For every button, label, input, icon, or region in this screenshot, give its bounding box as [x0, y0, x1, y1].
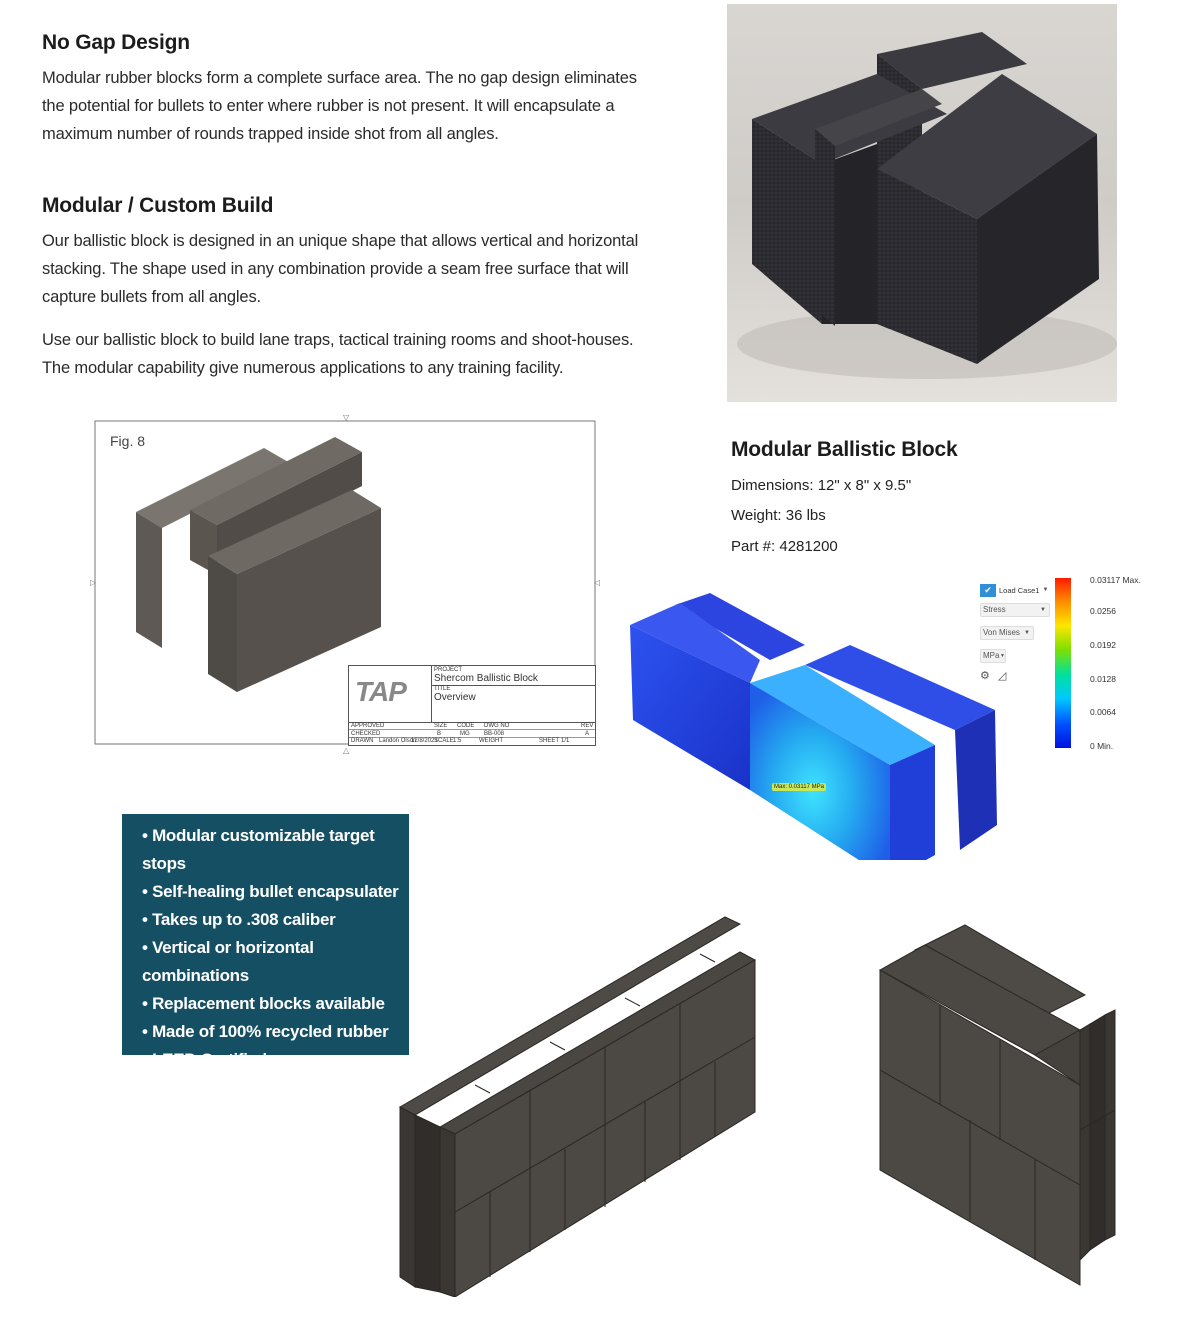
criterion-value: Von Mises	[983, 628, 1020, 637]
rev-label: REV	[581, 723, 594, 729]
features-box	[122, 814, 409, 1097]
scale-value: 1:5	[453, 738, 462, 744]
product-part-number: Part #: 4281200	[731, 538, 838, 555]
product-dimensions: Dimensions: 12" x 8" x 9.5"	[731, 477, 912, 494]
modular-body-1: Our ballistic block is designed in an unique shape that allows vertical and horizontal stacking. The shape used in any combination provide a seam free surface that will capture bullets from all angles.	[42, 232, 639, 306]
chevron-down-icon: ▼	[1042, 587, 1049, 593]
feature-item: • Made of 100% recycled rubber	[142, 1022, 389, 1041]
dwg-value: BB-008	[484, 731, 505, 737]
sheet-value: 1/1	[561, 738, 570, 744]
product-weight: Weight: 36 lbs	[731, 507, 826, 524]
feature-item: • Self-healing bullet encapsulater	[142, 882, 399, 901]
legend-tick: 0.0192	[1090, 640, 1116, 650]
checked-label: CHECKED	[351, 731, 381, 737]
no-gap-body: Modular rubber blocks form a complete surface area. The no gap design eliminates the potential for bullets to enter where rubber is not present. It will encapsulate a maximum number of rounds trapped inside shot from all angles.	[42, 69, 637, 143]
criterion-select[interactable]	[980, 626, 1034, 640]
stress-legend-bar	[1055, 578, 1071, 748]
size-label: SIZE	[434, 723, 448, 729]
chevron-down-icon: ▼	[1024, 630, 1030, 636]
product-name: Modular Ballistic Block	[731, 438, 958, 461]
sheet-label: SHEET	[539, 738, 560, 744]
no-gap-heading: No Gap Design	[42, 31, 190, 54]
drawn-date: 12/8/2021	[411, 738, 438, 744]
unit-select[interactable]	[980, 649, 1006, 663]
feature-item: • LEED Certified	[142, 1050, 267, 1069]
drawn-label: DRAWN	[351, 738, 374, 744]
legend-min: 0 Min.	[1090, 741, 1114, 751]
sim-tool-row	[980, 669, 1050, 682]
gear-icon[interactable]: ⚙	[980, 670, 990, 682]
legend-tick: 0.0064	[1090, 707, 1116, 717]
svg-text:△: △	[343, 746, 350, 755]
probe-label: Max: 0.03117 MPa	[774, 784, 824, 790]
project-label: PROJECT	[434, 667, 463, 673]
corner-wall-image	[875, 920, 1127, 1290]
rubber-block-photo	[727, 4, 1117, 402]
block-corner-render	[875, 920, 1127, 1290]
rubber-block-image	[727, 4, 1117, 402]
modular-body-2: Use our ballistic block to build lane traps, tactical training rooms and shoot-houses. The modular capability give numerous applications to any training facility.	[42, 331, 634, 377]
weight-label: WEIGHT	[479, 738, 503, 744]
load-case-label: Load Case1	[999, 585, 1040, 595]
legend-tick: 0.0128	[1090, 674, 1116, 684]
chevron-down-icon: ▼	[1000, 653, 1005, 659]
svg-text:◁: ◁	[594, 578, 600, 587]
result-value: Stress	[983, 605, 1006, 614]
load-case-row[interactable]	[980, 583, 1050, 597]
feature-item: • Vertical or horizontal combinations	[142, 938, 314, 985]
figure-label: Fig. 8	[110, 433, 146, 449]
modular-heading: Modular / Custom Build	[42, 194, 274, 217]
stress-simulation	[625, 585, 1005, 860]
legend-max: 0.03117 Max.	[1090, 575, 1141, 585]
simulation-model	[625, 585, 1005, 860]
feature-item: • Modular customizable target stops	[142, 826, 375, 873]
title-label: TITLE	[434, 686, 451, 692]
rev-value: A	[585, 731, 590, 737]
size-value: B	[437, 731, 442, 737]
block-wall-render	[395, 912, 785, 1297]
approved-label: APPROVED	[351, 723, 385, 729]
technical-drawing	[90, 410, 600, 755]
code-label: CODE	[457, 723, 475, 729]
simulation-controls	[980, 583, 1050, 682]
drawn-by: Landon Olson	[379, 738, 417, 744]
dwg-label: DWG NO	[484, 723, 510, 729]
scale-label: SCALE	[434, 738, 454, 744]
tap-logo: TAP	[355, 676, 406, 707]
feature-item: • Takes up to .308 caliber	[142, 910, 336, 929]
features-list	[142, 822, 409, 1102]
ruler-icon[interactable]: ◿	[997, 670, 1007, 682]
title-block	[348, 665, 596, 746]
wall-image	[395, 912, 785, 1297]
unit-value: MPa	[983, 651, 1000, 660]
result-select[interactable]	[980, 603, 1050, 617]
feature-item: • Replacement blocks available	[142, 994, 385, 1013]
legend-tick: 0.0256	[1090, 606, 1116, 616]
check-icon: ✔	[980, 584, 996, 597]
project-name: Shercom Ballistic Block	[434, 673, 538, 684]
svg-text:▷: ▷	[90, 578, 97, 587]
code-value: MG	[460, 731, 470, 737]
feature-item: • Patent pending	[142, 1078, 271, 1097]
svg-text:▽: ▽	[343, 413, 350, 422]
chevron-down-icon: ▼	[1040, 607, 1046, 613]
drawing-title: Overview	[434, 692, 476, 703]
